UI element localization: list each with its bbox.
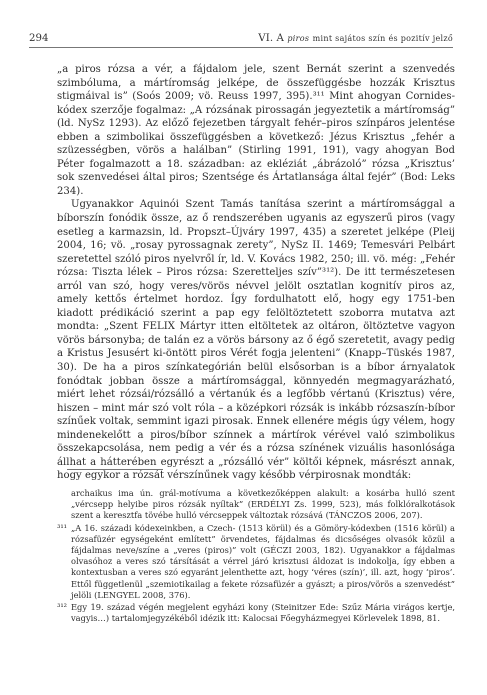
footnote-continuation xyxy=(57,488,455,522)
footnotes xyxy=(57,488,455,624)
running-header xyxy=(29,33,453,47)
footnote-311 xyxy=(57,523,455,601)
footnote-rule xyxy=(67,469,163,470)
body-text xyxy=(57,63,455,483)
paragraph: Ugyanakkor Aquinói Szent Tamás tanítása szerint a mártíromsággal a bíborszín fonódik össze, az ő rendszerében ugyanis az egyszerű piros (vagy esetleg a karmazsin, ld. Propszt–Újváry 1997, 435) a szeretet jelképe (Pleij 2004, 16; vö. „rosay pyrossagnak zerety”, NySz II. 1469; Temesvári Pelbárt szeretettel szóló piros nyelvről ír, ld. V. Kovács 1982, 250; ill. vö. még: „Fehér rózsa: Tiszta lélek – Piros rózsa: Szeretteljes szív”³¹²). De itt természetesen arról van szó, hogy veres/vörös névvel jelölt osztatlan kognitív piros az, amely kettős értelmet hordoz. Így fordulhatott elő, hogy egy 1751-ben kiadott prédikáció szerint a pap egy felöltöztetett szoborra mutatva azt mondta: „Szent FELIX Mártyr itten eltöltetek az oltáron, öltöztetve vagyon vörös bársonyba; de talán ez a vörös bársony az ő égő szeretetit, avagy pedig a Kristus Jesusért ki-öntött piros Vérét fogja jelenteni” (Knapp–Tüskés 1987, 30). De ha a piros színkategórián belül elsősorban is a bíbor árnyalatok fonódtak jobban össze a mártíromsággal, könnyedén megmagyarázható, miért lehet rózsái/rózsálló a vértanúk és a legfőbb vértanú (Krisztus) vére, hiszen – mint már szó volt róla – a középkori rózsák is inkább rózsaszín-bíbor színűek voltak, semmint igazi pirosak. Ennek ellenére mégis úgy vélem, hogy mindenekelőtt a piros/bíbor színnek a mártírok vérével való szimbolikus összekapcsolása, nem pedig a vér és a rózsa színének vizuális hasonlósága állhat a hátterében egyrészt a „rózsálló vér” költői képnek, másrészt annak, hogy egykor a rózsát vérszínűnek vagy később vérpirosnak mondták: xyxy=(57,199,455,482)
title-italic-word: piros xyxy=(287,34,310,43)
title-part-1: VI. A xyxy=(258,33,284,44)
paragraph: „a piros rózsa a vér, a fájdalom jele, szent Bernát szerint a szenvedés szimbóluma, a mártíromság jelképe, de összefüggésbe hozzák Krisztus stigmáival is” (Soós 2009; vö. Reuss 1997, 395).³¹¹ Mint ahogyan Cornides-kódex szerzője fogalmaz: „A rózsának pirossagán jegyeztetik a mártíromság” (ld. NySz 1293). Az előző fejezetben tárgyalt fehér–piros színpáros jelentése ebben a szimbolikai összefüggésben a következő: Jézus Krisztus „fehér a szüzességben, vörös a halálban” (Stirling 1991, 191), vagy ahogyan Bod Péter fogalmazott a 18. században: az ekléziát „ábrázolό” rózsa „Krisztus’ sok szenvedései által piros; Szentsége és Ártatlansága által fejér” (Bod: Leks 234). xyxy=(57,64,455,197)
page-number: 294 xyxy=(29,33,49,44)
title-part-2: mint sajátos szín és pozitív jelző xyxy=(312,34,453,43)
running-title xyxy=(258,33,453,44)
footnote-text: Egy 19. század végén megjelent egyházi kony (Steinitzer Ede: Szűz Mária virágos kertje, vagyis…) tartalomjegyzékéből idézik itt: Kalocsai Főegyházmegyei Körlevelek 1898, 81. xyxy=(71,602,455,624)
footnote-text: archaikus ima ún. grál-motívuma a következőképpen alakult: a kosárba hulló szent „vércsepp helyibe piros rózsák nyíltak” (ERDÉLYI Zs. 1999, 523), más folklóralkotások szent a keresztfa tövébe hulló vércseppek változtak rózsává (TÁNCZOS 2006, 207). xyxy=(71,488,455,521)
footnote-number: ³¹² xyxy=(57,602,67,613)
footnote-312 xyxy=(57,602,455,624)
footnote-text: „A 16. századi kódexeinkben, a Czech- (1513 körül) és a Gömöry-kódexben (1516 körül) a rózsafüzér egységeként említett” örvendetes, fájdalmas és dicsőséges olvasók közül a fájdalmas neve/színe a „veres (piros)” volt (GÉCZI 2003, 182). Ugyanakkor a fájdalmas olvasóhoz a veres szó társítását a vérrel járó krisztusi áldozat is indokolja, így ebben a kontextusban a veres szó egyaránt jelenthette azt, hogy ‘véres (szín)’, ill. azt, hogy ‘piros’. Ettől függetlenül „szemiotikailag a fekete rózsafüzér a gyászt; a piros/vörös a szenvedést” jelöli (LENGYEL 2008, 376). xyxy=(71,522,455,600)
footnote-number: ³¹¹ xyxy=(57,522,67,533)
header-rule xyxy=(29,47,453,48)
